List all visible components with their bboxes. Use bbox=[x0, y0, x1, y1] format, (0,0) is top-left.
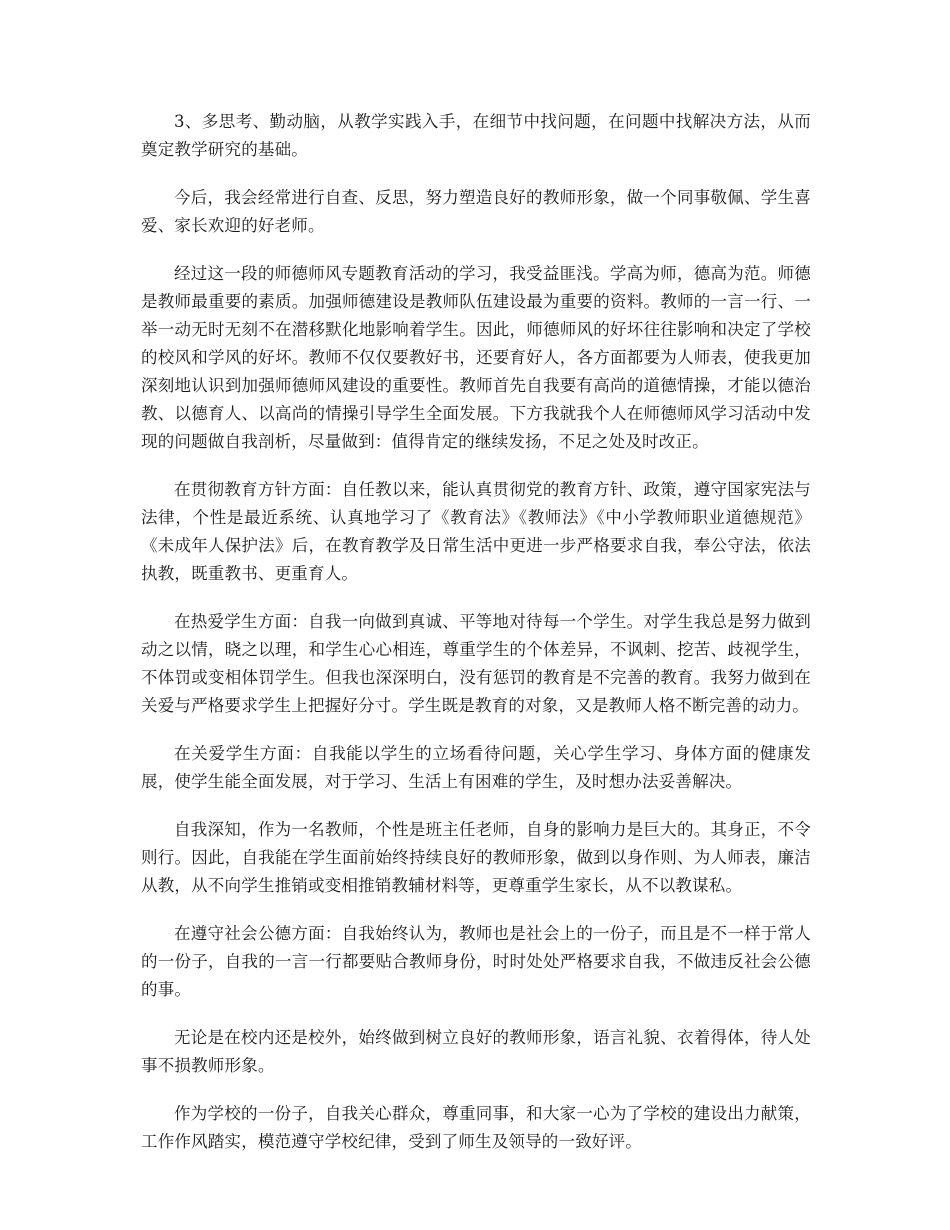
paragraph-5: 在热爱学生方面：自我一向做到真诚、平等地对待每一个学生。对学生我总是努力做到动之以情，晓之以理，和学生心心相连，尊重学生的个体差异，不讽刺、挖苦、歧视学生，不体罚或变相体罚学生。但我也深深明白，没有惩罚的教育是不完善的教育。我努力做到在关爱与严格要求学生上把握好分寸。学生既是教育的对象，又是教师人格不断完善的动力。 bbox=[141, 612, 811, 715]
paragraph-7: 自我深知，作为一名教师，个性是班主任老师，自身的影响力是巨大的。其身正，不令则行。因此，自我能在学生面前始终持续良好的教师形象，做到以身作则、为人师表，廉洁从教，从不向学生推销或变相推销教辅材料等，更尊重学生家长，从不以教谋私。 bbox=[141, 820, 811, 895]
document-body bbox=[141, 108, 811, 1176]
paragraph-1: 3、多思考、勤动脑，从教学实践入手，在细节中找问题，在问题中找解决方法，从而奠定教学研究的基础。 bbox=[141, 112, 811, 159]
paragraph-8: 在遵守社会公德方面：自我始终认为，教师也是社会上的一份子，而且是不一样于常人的一份子，自我的一言一行都要贴合教师身份，时时处处严格要求自我，不做违反社会公德的事。 bbox=[141, 924, 811, 999]
paragraph-3: 经过这一段的师德师风专题教育活动的学习，我受益匪浅。学高为师，德高为范。师德是教师最重要的素质。加强师德建设是教师队伍建设最为重要的资料。教师的一言一行、一举一动无时无刻不在潜移默化地影响着学生。因此，师德师风的好坏往往影响和决定了学校的校风和学风的好坏。教师不仅仅要教好书，还要育好人，各方面都要为人师表，使我更加深刻地认识到加强师德师风建设的重要性。教师首先自我要有高尚的道德情操，才能以德治教、以德育人、以高尚的情操引导学生全面发展。下方我就我个人在师德师风学习活动中发现的问题做自我剖析，尽量做到：值得肯定的继续发扬，不足之处及时改正。 bbox=[141, 264, 811, 451]
paragraph-2: 今后，我会经常进行自查、反思，努力塑造良好的教师形象，做一个同事敬佩、学生喜爱、家长欢迎的好老师。 bbox=[141, 188, 811, 235]
paragraph-9: 无论是在校内还是校外，始终做到树立良好的教师形象，语言礼貌、衣着得体，待人处事不损教师形象。 bbox=[141, 1028, 811, 1075]
paragraph-6: 在关爱学生方面：自我能以学生的立场看待问题，关心学生学习、身体方面的健康发展，使学生能全面发展，对于学习、生活上有困难的学生，及时想办法妥善解决。 bbox=[141, 744, 811, 791]
paragraph-4: 在贯彻教育方针方面：自任教以来，能认真贯彻党的教育方针、政策，遵守国家宪法与法律，个性是最近系统、认真地学习了《教育法》《教师法》《中小学教师职业道德规范》《未成年人保护法》后，在教育教学及日常生活中更进一步严格要求自我，奉公守法，依法执教，既重教书、更重育人。 bbox=[141, 480, 811, 583]
paragraph-10: 作为学校的一份子，自我关心群众，尊重同事，和大家一心为了学校的建设出力献策，工作作风踏实，模范遵守学校纪律，受到了师生及领导的一致好评。 bbox=[141, 1104, 811, 1151]
